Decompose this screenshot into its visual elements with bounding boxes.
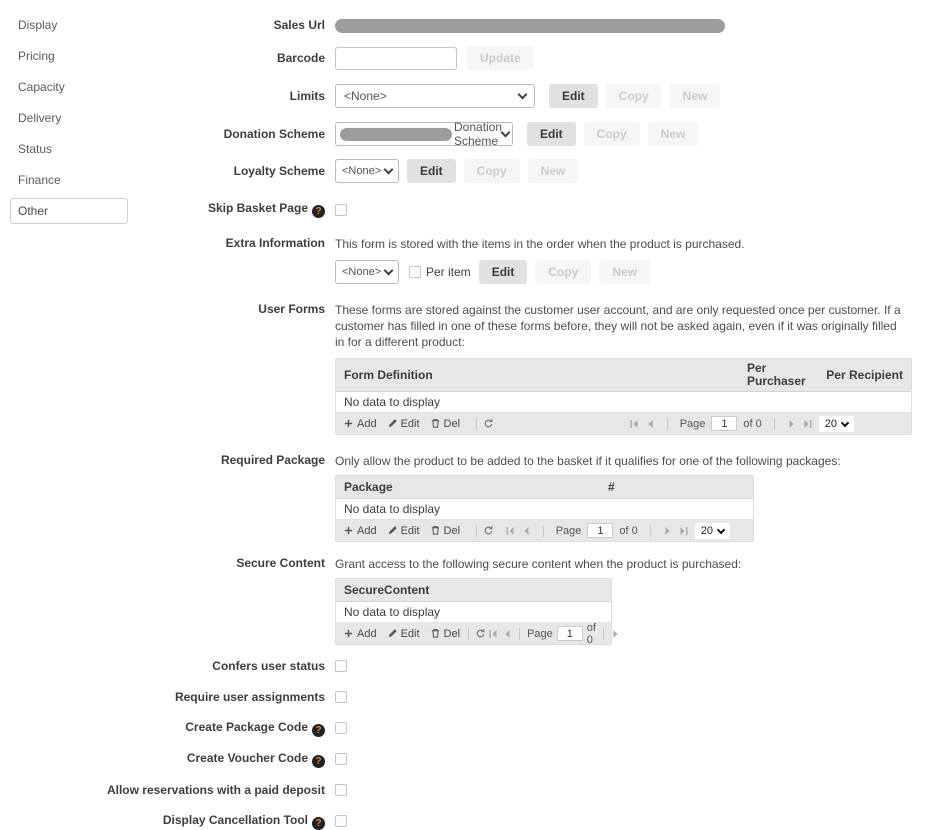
last-page-icon: [803, 419, 813, 429]
toolbar-separator: [468, 628, 469, 640]
required-package-grid-footer: [336, 520, 753, 541]
extra-information-select[interactable]: [335, 260, 399, 284]
add-button[interactable]: [343, 525, 377, 537]
extra-information-row: [0, 236, 940, 284]
secure-content-row: [0, 556, 940, 645]
chevron-down-icon: [518, 89, 528, 99]
chevron-down-icon: [717, 525, 725, 533]
donation-scheme-redacted-prefix: [340, 128, 452, 141]
prev-page-button[interactable]: [645, 419, 655, 429]
next-page-button[interactable]: [611, 629, 621, 639]
trash-icon: [430, 628, 441, 639]
confers-user-status-label: Confers user status: [212, 658, 325, 673]
allow-reservations-row: [0, 783, 940, 797]
pager-separator: [650, 525, 651, 537]
extra-information-select-value: <None>: [342, 266, 382, 278]
toolbar-separator: [476, 525, 477, 537]
refresh-icon: [475, 628, 486, 639]
secure-content-grid-footer: [336, 623, 611, 644]
loyalty-scheme-label: Loyalty Scheme: [233, 163, 325, 178]
create-package-code-label: [0, 720, 335, 737]
page-number-input[interactable]: [557, 626, 583, 641]
create-voucher-code-checkbox[interactable]: [335, 753, 347, 765]
per-item-label: Per item: [426, 265, 471, 279]
chevron-down-icon: [384, 164, 394, 174]
secure-content-label: Secure Content: [236, 556, 325, 570]
user-forms-empty-row: No data to display: [336, 392, 911, 413]
prev-page-button[interactable]: [521, 526, 531, 536]
sales-url-row: [0, 16, 940, 34]
user-forms-grid: [335, 358, 912, 435]
add-button[interactable]: [343, 418, 377, 430]
pager-separator: [543, 525, 544, 537]
plus-icon: [343, 418, 354, 429]
delete-button[interactable]: [430, 525, 461, 537]
require-user-assignments-row: [0, 690, 940, 704]
delete-label: Del: [443, 417, 461, 430]
skip-basket-page-row: [0, 202, 940, 217]
column-header-secure-content: SecureContent: [344, 583, 430, 597]
page-label: Page: [555, 524, 582, 537]
prev-page-icon: [645, 419, 655, 429]
extra-information-edit-button[interactable]: Edit: [479, 260, 528, 284]
extra-information-label: Extra Information: [225, 236, 325, 250]
secure-content-grid: [335, 578, 612, 645]
confers-user-status-checkbox[interactable]: [335, 660, 347, 672]
delete-button[interactable]: [430, 628, 461, 640]
add-label: Add: [357, 417, 377, 430]
donation-scheme-label: Donation Scheme: [223, 126, 325, 141]
chevron-down-icon: [841, 418, 849, 426]
page-count-label: of 0: [619, 524, 638, 537]
extra-information-new-button[interactable]: New: [599, 260, 650, 284]
loyalty-scheme-select[interactable]: [335, 159, 399, 183]
create-voucher-code-row: [0, 752, 940, 766]
page-size-select[interactable]: [695, 523, 730, 539]
create-package-code-checkbox[interactable]: [335, 722, 347, 734]
plus-icon: [343, 628, 354, 639]
prev-page-icon: [521, 526, 531, 536]
sidebar-item-other[interactable]: Other: [10, 198, 128, 224]
create-package-code-label-text: Create Package Code: [185, 719, 308, 734]
column-header-per-purchaser: Per Purchaser: [747, 361, 806, 388]
barcode-input[interactable]: [335, 47, 457, 70]
next-page-button[interactable]: [663, 526, 673, 536]
next-page-icon: [663, 526, 673, 536]
edit-button[interactable]: [387, 628, 420, 640]
toolbar-separator: [476, 418, 477, 430]
chevron-down-icon: [501, 127, 511, 137]
sidebar-item-pricing[interactable]: Pricing: [18, 49, 55, 63]
limits-select[interactable]: [335, 84, 535, 108]
next-page-button[interactable]: [787, 419, 797, 429]
sidebar-item-status[interactable]: Status: [18, 142, 53, 156]
sidebar-item-display[interactable]: Display: [18, 18, 58, 32]
user-forms-grid-footer: [336, 413, 911, 434]
pager-separator: [667, 418, 668, 430]
page-label: Page: [527, 627, 553, 640]
skip-basket-page-label-text: Skip Basket Page: [207, 201, 308, 215]
user-forms-description: These forms are stored against the customer user account, and are only requested once per customer. If a customer has filled in one of these forms before, they will not be asked again, even if it was originally filled in for a different product:: [335, 303, 901, 349]
chevron-down-icon: [384, 265, 394, 275]
loyalty-scheme-new-button[interactable]: New: [528, 159, 579, 183]
first-page-button[interactable]: [505, 526, 515, 536]
display-cancellation-tool-row: [0, 814, 940, 828]
pager: [488, 622, 621, 646]
refresh-button[interactable]: [483, 525, 494, 536]
allow-reservations-checkbox[interactable]: [335, 784, 347, 796]
page-label: Page: [679, 417, 706, 430]
donation-scheme-edit-button[interactable]: Edit: [527, 122, 576, 146]
user-forms-row: [0, 302, 940, 435]
help-icon[interactable]: ?: [312, 205, 325, 218]
page-number-input[interactable]: [711, 416, 737, 431]
user-forms-grid-header: [336, 359, 911, 392]
last-page-button[interactable]: [679, 526, 689, 536]
limits-label: Limits: [289, 88, 325, 103]
edit-label: Edit: [400, 524, 420, 537]
loyalty-scheme-select-value: <None>: [342, 165, 382, 177]
pager-separator: [774, 418, 775, 430]
loyalty-scheme-copy-button[interactable]: Copy: [464, 159, 520, 183]
pencil-icon: [387, 525, 398, 536]
next-page-icon: [611, 629, 621, 639]
barcode-update-button[interactable]: Update: [467, 46, 534, 70]
last-page-icon: [679, 526, 689, 536]
page-size-value: 20: [700, 524, 713, 537]
add-button[interactable]: [343, 628, 377, 640]
refresh-button[interactable]: [483, 418, 494, 429]
required-package-empty-row: No data to display: [336, 499, 753, 520]
limits-new-button[interactable]: New: [670, 84, 721, 108]
sidebar-item-finance[interactable]: Finance: [18, 173, 61, 187]
secure-content-grid-header: [336, 579, 611, 602]
pager: [505, 523, 730, 539]
pencil-icon: [387, 628, 398, 639]
first-page-icon: [488, 629, 498, 639]
help-icon[interactable]: ?: [312, 817, 325, 830]
limits-edit-button[interactable]: Edit: [549, 84, 598, 108]
allow-reservations-label: Allow reservations with a paid deposit: [106, 782, 325, 797]
limits-copy-button[interactable]: Copy: [606, 84, 662, 108]
require-user-assignments-checkbox[interactable]: [335, 691, 347, 703]
column-header-count: #: [608, 480, 615, 494]
edit-label: Edit: [400, 627, 420, 640]
donation-scheme-row: [0, 122, 940, 146]
skip-basket-page-label: [0, 201, 335, 218]
user-forms-label: User Forms: [258, 302, 325, 316]
required-package-grid-header: [336, 476, 753, 499]
page-count-label: of 0: [586, 621, 596, 646]
last-page-button[interactable]: [803, 419, 813, 429]
next-page-icon: [787, 419, 797, 429]
required-package-description: Only allow the product to be added to the basket if it qualifies for one of the following packages:: [335, 454, 841, 468]
donation-scheme-select-value: Donation Scheme: [454, 120, 503, 148]
limits-row: [0, 84, 940, 108]
trash-icon: [430, 525, 441, 536]
donation-scheme-copy-button[interactable]: Copy: [584, 122, 640, 146]
edit-label: Edit: [400, 417, 420, 430]
limits-select-value: <None>: [344, 89, 387, 103]
secure-content-empty-row: No data to display: [336, 602, 611, 623]
skip-basket-page-checkbox[interactable]: [335, 204, 347, 216]
first-page-button[interactable]: [629, 419, 639, 429]
donation-scheme-select[interactable]: [335, 122, 513, 146]
pager-separator: [519, 628, 520, 640]
column-header-package: Package: [344, 480, 393, 494]
page-number-input[interactable]: [587, 523, 613, 538]
display-cancellation-tool-label: [0, 813, 335, 830]
add-label: Add: [357, 524, 377, 537]
barcode-label: Barcode: [276, 50, 325, 65]
pager-separator: [603, 628, 604, 640]
create-voucher-code-label-text: Create Voucher Code: [186, 750, 308, 765]
barcode-row: [0, 46, 940, 70]
secure-content-description: Grant access to the following secure content when the product is purchased:: [335, 557, 742, 571]
required-package-label: Required Package: [220, 453, 325, 467]
delete-label: Del: [443, 627, 461, 640]
delete-button[interactable]: [430, 418, 461, 430]
edit-button[interactable]: [387, 418, 420, 430]
prev-page-icon: [502, 629, 512, 639]
confers-user-status-row: [0, 659, 940, 673]
sidebar-item-delivery[interactable]: Delivery: [18, 111, 62, 125]
column-header-form-definition: Form Definition: [344, 368, 433, 382]
delete-label: Del: [443, 524, 461, 537]
first-page-icon: [505, 526, 515, 536]
add-label: Add: [357, 627, 377, 640]
edit-button[interactable]: [387, 525, 420, 537]
sales-url-label: Sales Url: [273, 17, 325, 32]
help-icon[interactable]: ?: [312, 755, 325, 768]
require-user-assignments-label: Require user assignments: [174, 689, 325, 704]
sidebar-item-capacity[interactable]: Capacity: [18, 80, 65, 94]
loyalty-scheme-edit-button[interactable]: Edit: [407, 159, 456, 183]
pencil-icon: [387, 418, 398, 429]
first-page-button[interactable]: [488, 629, 498, 639]
create-package-code-row: [0, 721, 940, 735]
donation-scheme-new-button[interactable]: New: [648, 122, 699, 146]
sales-url-redacted-value: [335, 19, 725, 33]
required-package-row: [0, 453, 940, 542]
page-count-label: of 0: [743, 417, 762, 430]
required-package-grid: [335, 475, 754, 542]
prev-page-button[interactable]: [502, 629, 512, 639]
trash-icon: [430, 418, 441, 429]
refresh-icon: [483, 418, 494, 429]
plus-icon: [343, 525, 354, 536]
extra-information-description: This form is stored with the items in the order when the product is purchased.: [335, 237, 745, 251]
pager: [629, 416, 854, 432]
help-icon[interactable]: ?: [312, 724, 325, 737]
display-cancellation-tool-label-text: Display Cancellation Tool: [162, 812, 308, 827]
first-page-icon: [629, 419, 639, 429]
refresh-icon: [483, 525, 494, 536]
extra-information-copy-button[interactable]: Copy: [535, 260, 591, 284]
page-size-select[interactable]: [819, 416, 854, 432]
refresh-button[interactable]: [475, 628, 486, 639]
column-header-per-recipient: Per Recipient: [826, 368, 903, 382]
page-size-value: 20: [824, 417, 837, 430]
create-voucher-code-label: [0, 751, 335, 768]
loyalty-scheme-row: [0, 159, 940, 183]
per-item-checkbox[interactable]: [409, 266, 421, 278]
display-cancellation-tool-checkbox[interactable]: [335, 815, 347, 827]
